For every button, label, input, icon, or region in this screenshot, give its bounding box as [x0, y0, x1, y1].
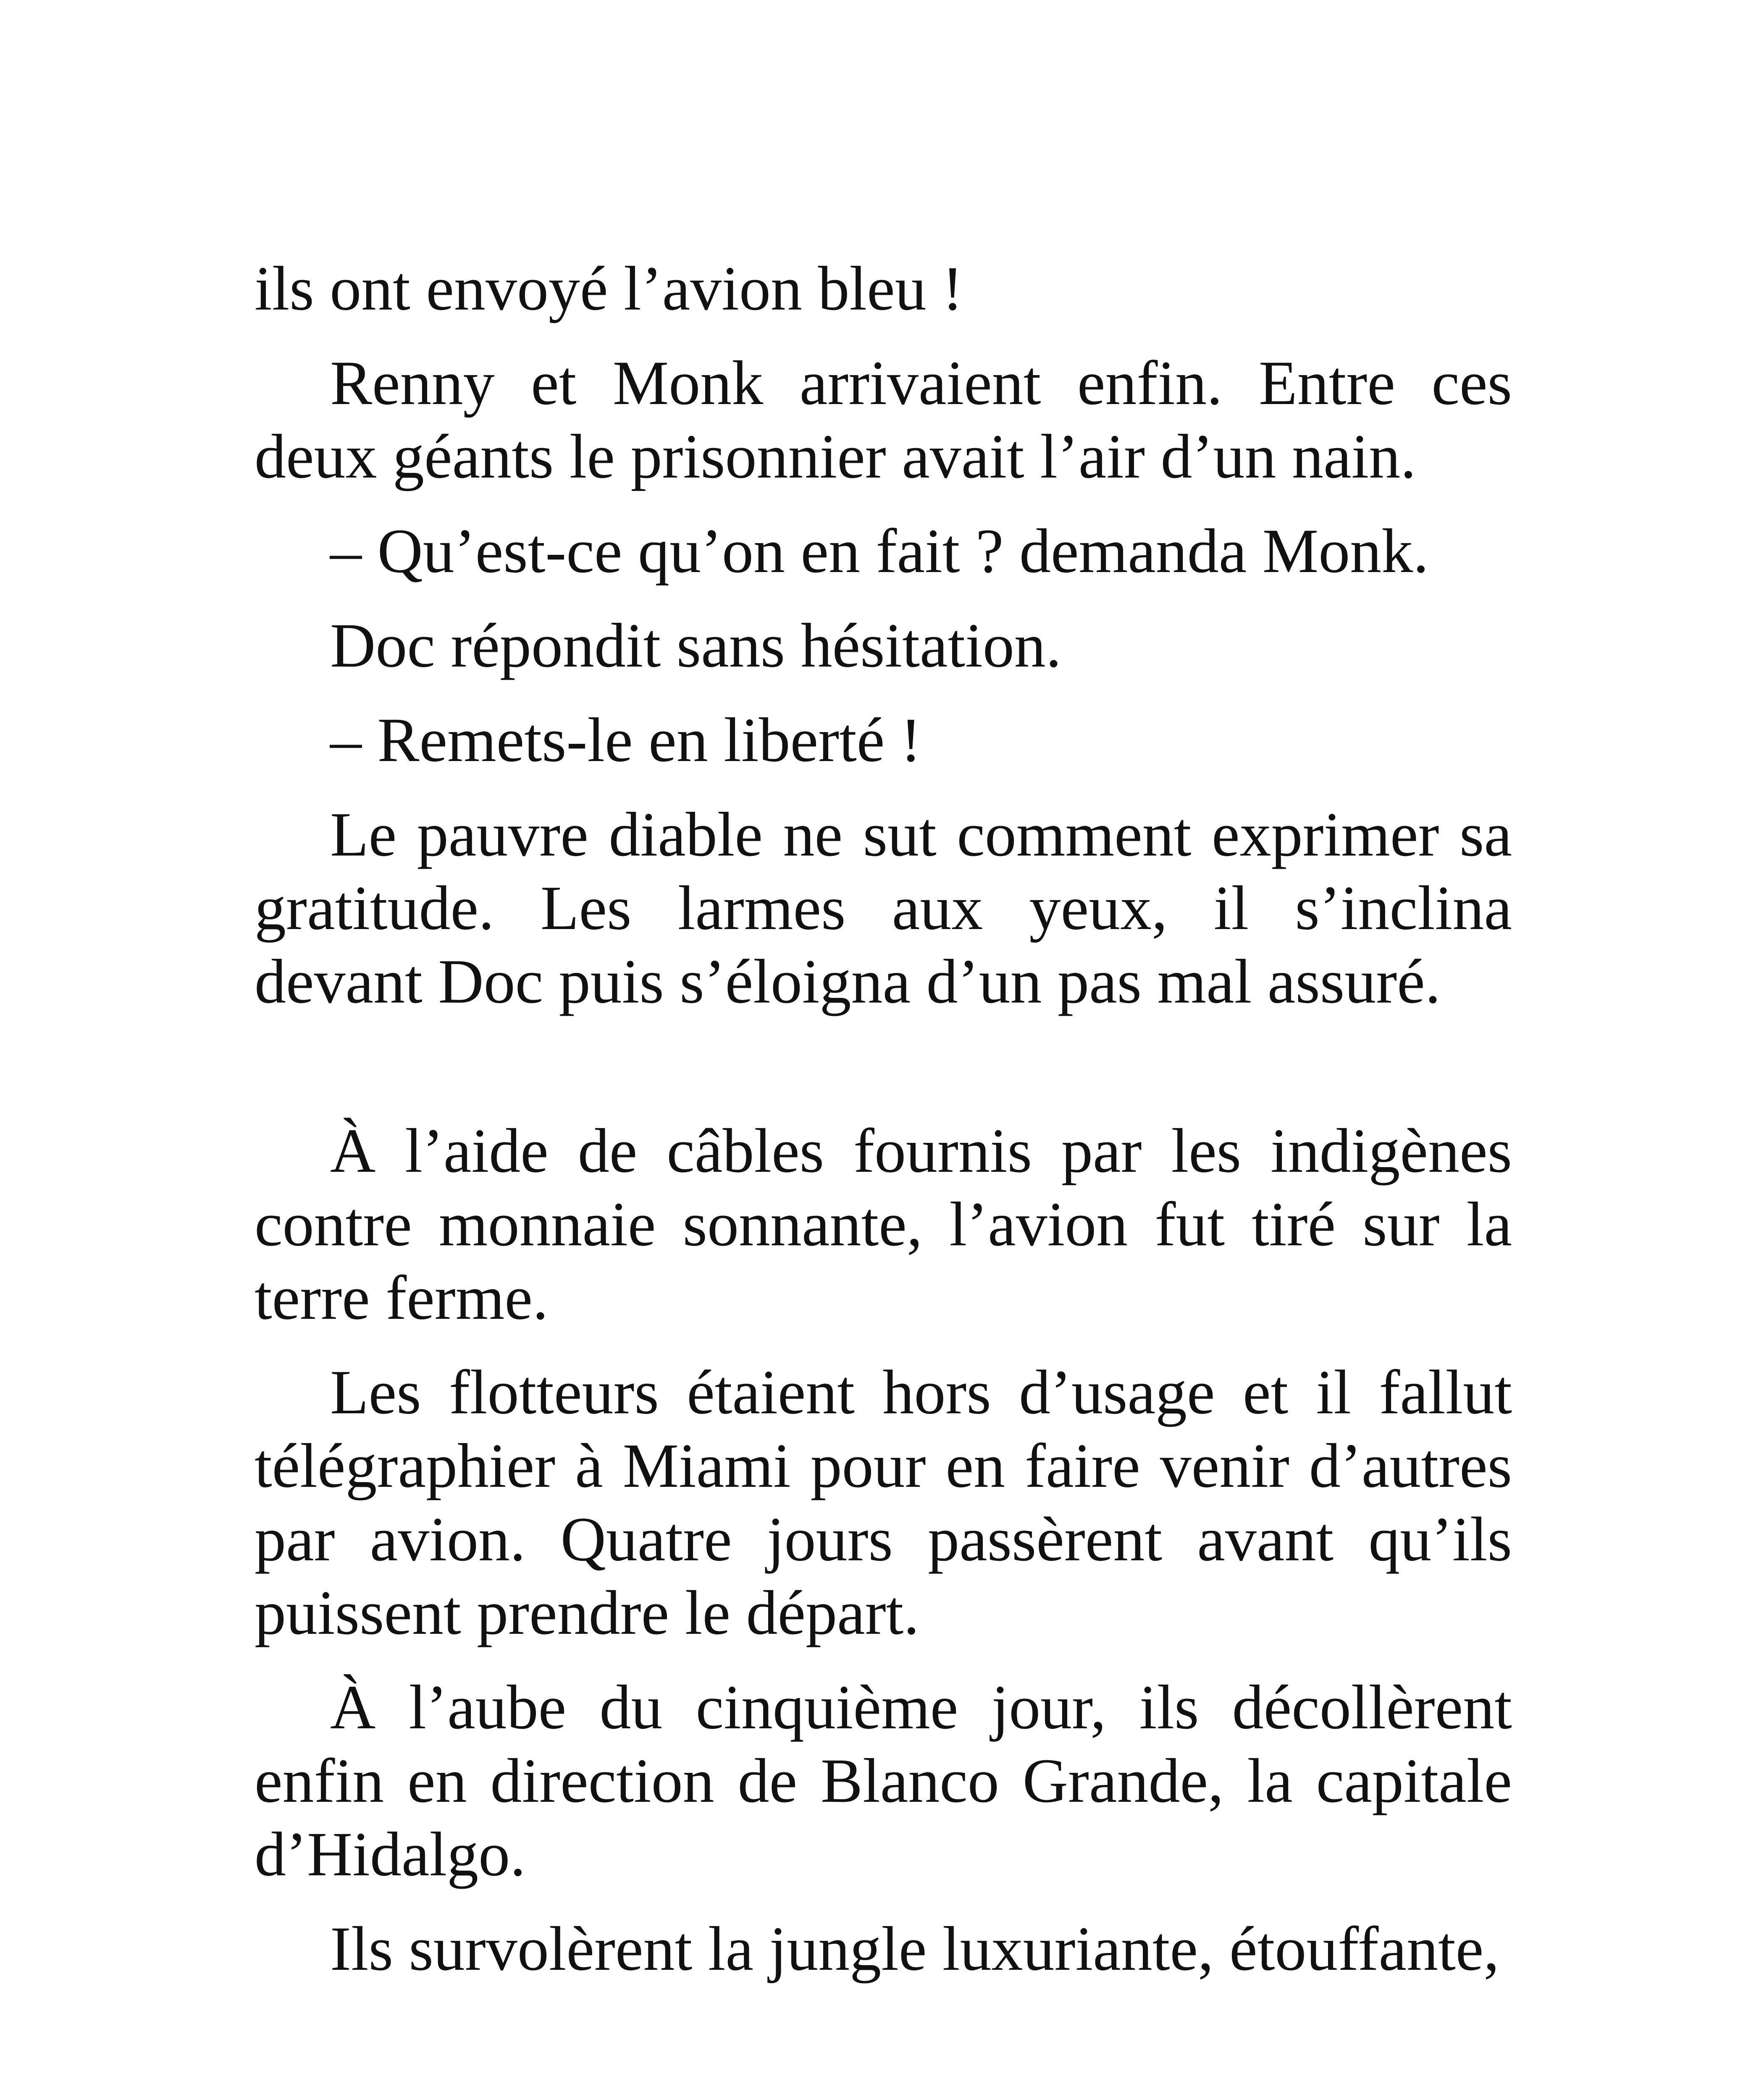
body-text [255, 252, 1512, 2007]
paragraph: Ils survolèrent la jungle luxuriante, étouffante, [330, 1914, 1499, 1984]
paragraph: Renny et Monk arrivaient enfin. Entre ces deux géants le prisonnier avait l’air d’un nain. [255, 348, 1512, 491]
paragraph: – Qu’est-ce qu’on en fait ? demanda Monk. [330, 516, 1429, 586]
paragraph: – Remets-le en liberté ! [330, 705, 921, 775]
paragraph: À l’aube du cinquième jour, ils décollèrent enfin en direction de Blanco Grande, la capitale d’Hidalgo. [255, 1672, 1512, 1889]
paragraph: Le pauvre diable ne sut comment exprimer sa gratitude. Les larmes aux yeux, il s’inclina devant Doc puis s’éloigna d’un pas mal assuré. [255, 800, 1512, 1016]
paragraph: Les flotteurs étaient hors d’usage et il fallut télégraphier à Miami pour en faire venir d’autres par avion. Quatre jours passèrent avant qu’ils puissent prendre le départ. [255, 1357, 1512, 1648]
paragraph: Doc répondit sans hésitation. [330, 611, 1062, 680]
paragraph: ils ont envoyé l’avion bleu ! [255, 254, 963, 323]
paragraph: À l’aide de câbles fournis par les indigènes contre monnaie sonnante, l’avion fut tiré sur la terre ferme. [255, 1116, 1512, 1333]
